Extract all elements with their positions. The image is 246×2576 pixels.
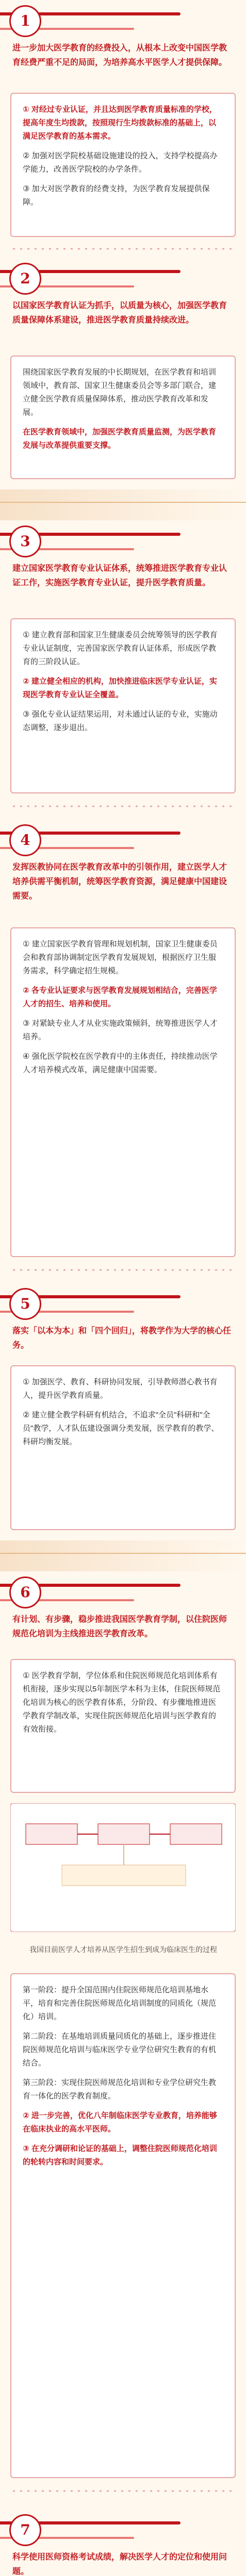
section-4-lead: 发挥医教协同在医学教育改革中的引领作用，建立医学人才培养供需平衡机制，统筹医学教育资源，满足健康中国建设需要。 bbox=[12, 863, 227, 901]
card-item: ③ 在充分调研和论证的基础上，调整住院医师规范化培训的轮转内容和时间要求。 bbox=[23, 2144, 217, 2166]
card-item: ② 加强对医学院校基础设施建设的投入，支持学校提高办学能力，改善医学院校的办学条件。 bbox=[23, 151, 218, 174]
divider bbox=[10, 2488, 236, 2494]
card-item: 在医学教育领域中，加强医学教育质量监测，为医学教育发展与改革提供重要支撑。 bbox=[23, 428, 217, 450]
card-item: ② 建立健全相应的机构，加快推进临床医学专业认证，实现医学教育专业认证全覆盖。 bbox=[23, 677, 217, 699]
section-1-number: 1 bbox=[9, 5, 41, 37]
section-5-lead: 落实「以本为本」和「四个回归」，将教学作为大学的核心任务。 bbox=[12, 1327, 232, 1350]
section-2-lead: 以国家医学教育认证为抓手，以质量为核心，加强医学教育质量保障体系建设，推进医学教育质量持续改进。 bbox=[12, 301, 227, 325]
section-2-card bbox=[10, 355, 236, 479]
card-item: ② 各专业认证要求与医学教育发展规划相结合，完善医学人才的招生、培养和使用。 bbox=[23, 986, 217, 1008]
training-path-diagram bbox=[10, 1803, 236, 1932]
diagram-caption: 我国目前医学人才培养从医学生招生到成为临床医生的过程 bbox=[29, 1945, 217, 1954]
section-6-card-top bbox=[10, 1659, 236, 1793]
section-3-lead: 建立国家医学教育专业认证体系，统筹推进医学教育专业认证工作，实施医学教育专业认证，提升医学教育质量。 bbox=[12, 564, 227, 587]
section-6-number: 6 bbox=[9, 1577, 41, 1608]
decorative-strip bbox=[0, 489, 246, 520]
section-7-header bbox=[0, 2514, 246, 2549]
section-5-card bbox=[10, 1365, 236, 1530]
section-4-header bbox=[0, 824, 246, 859]
section-1-card bbox=[10, 93, 236, 237]
card-item: ② 进一步完善，优化八年制临床医学专业教育，培养能够在临床执业的高水平医师。 bbox=[23, 2111, 217, 2133]
section-5-number: 5 bbox=[9, 1288, 41, 1320]
section-2-number: 2 bbox=[9, 263, 41, 295]
divider bbox=[10, 1267, 236, 1273]
section-3-number: 3 bbox=[9, 526, 41, 557]
section-3-card bbox=[10, 618, 236, 793]
section-5-header bbox=[0, 1288, 246, 1323]
card-item: ① 加强医学、教育、科研协同发展，引导教师潜心教书育人，提升医学教育质量。 bbox=[23, 1378, 218, 1400]
card-item: 第三阶段：实现住院医师规范化培训和专业学位研究生教育一体化的医学教育制度。 bbox=[23, 2078, 217, 2100]
section-6-header bbox=[0, 1577, 246, 1612]
card-item: ② 建立健全教学科研有机结合，不追求"全员"科研和"全员"教学，人才队伍建设强调分类发展，医学教育的教学、科研均衡发展。 bbox=[23, 1411, 219, 1446]
decorative-strip bbox=[0, 1540, 246, 1571]
card-item: 围绕国家医学教育发展的中长期规划，在医学教育和培训领域中，教育部、国家卫生健康委员会等多部门联合，建立健全医学教育质量保障体系，推动医学教育改革和发展。 bbox=[23, 368, 217, 417]
section-7-number: 7 bbox=[9, 2514, 41, 2546]
section-1-header bbox=[0, 5, 246, 40]
section-7-lead: 科学使用医师资格考试成绩，解决医学人才的定位和使用问题。 bbox=[12, 2553, 227, 2576]
card-item: ① 建立教育部和国家卫生健康委员会统筹领导的医学教育专业认证制度，完善国家医学教育认证体系，形成医学教育的三阶段认证。 bbox=[23, 631, 218, 666]
section-6-lead: 有计划、有步骤，稳步推进我国医学教育学制，以住院医师规范化培训为主线推进医学教育改革。 bbox=[12, 1615, 227, 1638]
card-item: 第二阶段：在基地培训质量同质化的基础上，逐步推进住院医师规范化培训与临床医学专业学位研究生教育的有机结合。 bbox=[23, 2032, 217, 2067]
card-item: 第一阶段：提升全国范围内住院医师规范化培训基地水平，培育和完善住院医师规范化培训制度的同质化（规范化）培训。 bbox=[23, 1986, 217, 2021]
section-4-number: 4 bbox=[9, 824, 41, 856]
divider bbox=[10, 804, 236, 809]
card-item: ③ 强化专业认证结果运用，对未通过认证的专业，实施动态调整，逐步退出。 bbox=[23, 710, 218, 732]
section-6-card-bottom bbox=[10, 1973, 236, 2478]
card-item: ① 建立国家医学教育管理和规划机制，国家卫生健康委员会和教育部协调制定医学教育发展规划，根据医疗卫生服务需求，科学确定招生规模。 bbox=[23, 940, 218, 975]
card-item: ④ 强化医学院校在医学教育中的主体责任，持续推动医学人才培养模式改革，满足健康中国需要。 bbox=[23, 1052, 218, 1074]
divider bbox=[10, 246, 236, 251]
section-2-header bbox=[0, 263, 246, 298]
card-item: ① 医学教育学制，学位体系和住院医师规范化培训体系有机衔接，逐步实现以5年制医学本科为主体，住院医师规范化培训为核心的医学教育体系，分阶段、有步骤地推进医学教育学制改革，实现住院医师规范化培训与医学教育的有效衔接。 bbox=[23, 1671, 221, 1734]
card-item: ③ 加大对医学教育的经费支持，为医学教育发展提供保障。 bbox=[23, 184, 210, 207]
section-4-card bbox=[10, 927, 236, 1257]
card-item: ① 对经过专业认证，并且达到医学教育质量标准的学校，提高年度生均拨款，按照现行生均拨款标准的基础上，以满足医学教育的基本需求。 bbox=[23, 105, 217, 141]
section-1-lead: 进一步加大医学教育的经费投入，从根本上改变中国医学教育经费严重不足的局面，为培养高水平医学人才提供保障。 bbox=[12, 44, 227, 67]
card-item: ③ 对紧缺专业人才从业实施政策倾斜，统筹推进医学人才培养。 bbox=[23, 1019, 218, 1041]
section-3-header bbox=[0, 526, 246, 561]
